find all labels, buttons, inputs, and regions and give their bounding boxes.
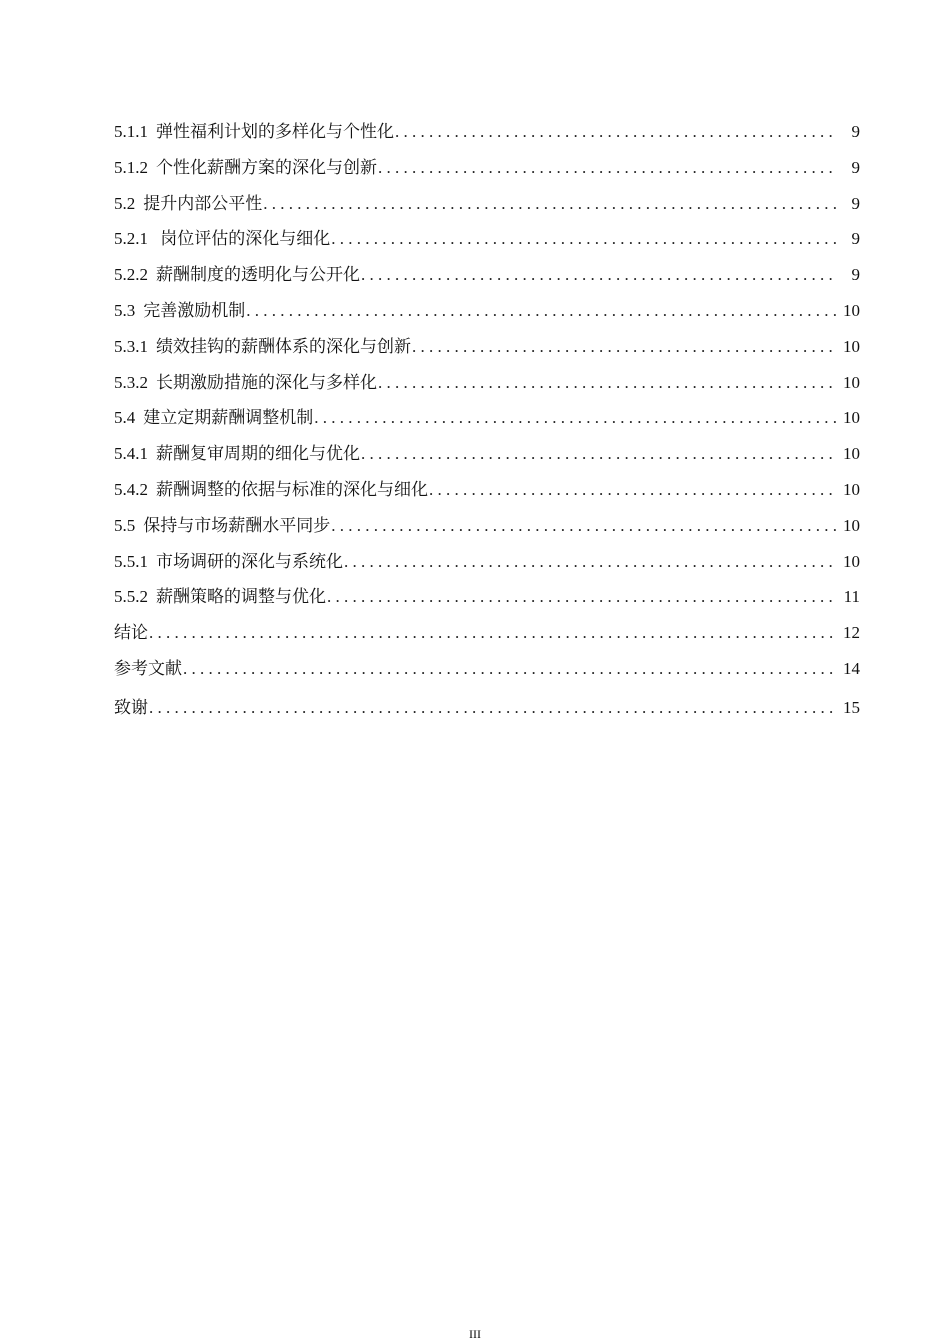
- toc-entry-title: 个性化薪酬方案的深化与创新: [156, 157, 377, 177]
- table-of-contents: [114, 114, 860, 726]
- toc-entry-page: 10: [843, 336, 860, 356]
- toc-entry[interactable]: [114, 186, 860, 222]
- toc-entry[interactable]: [114, 329, 860, 365]
- toc-entry-title: 薪酬复审周期的细化与优化: [156, 444, 360, 464]
- toc-entry[interactable]: [114, 221, 860, 257]
- toc-entry-title: 市场调研的深化与系统化: [156, 551, 343, 571]
- toc-dot-leader: [378, 150, 836, 186]
- toc-entry-title: 结论: [114, 623, 148, 643]
- toc-entry[interactable]: [114, 150, 860, 186]
- toc-entry-page: 9: [851, 193, 860, 213]
- toc-entry[interactable]: [114, 579, 860, 615]
- toc-entry-number: 5.5.1: [114, 551, 148, 571]
- toc-entry-page: 9: [851, 122, 860, 141]
- page-number-footer: III: [469, 1327, 481, 1341]
- toc-entry-references[interactable]: [114, 651, 860, 687]
- toc-entry-number: 5.3.2: [114, 372, 148, 392]
- toc-entry-number: 5.1.2: [114, 157, 148, 177]
- toc-entry-number: 5.2.1: [114, 229, 148, 249]
- toc-entry[interactable]: [114, 365, 860, 401]
- toc-entry-page: 15: [843, 697, 860, 717]
- toc-entry[interactable]: [114, 508, 860, 544]
- toc-entry[interactable]: [114, 472, 860, 508]
- toc-entry-title: 薪酬策略的调整与优化: [156, 587, 326, 607]
- toc-dot-leader: [327, 579, 836, 615]
- toc-entry[interactable]: [114, 400, 860, 436]
- toc-dot-leader: [149, 615, 836, 651]
- toc-entry-acknowledgements[interactable]: [114, 690, 860, 726]
- toc-dot-leader: [246, 293, 836, 329]
- toc-dot-leader: [395, 114, 836, 150]
- toc-entry-page: 10: [843, 515, 860, 535]
- toc-dot-leader: [361, 436, 836, 472]
- toc-entry-title: 绩效挂钩的薪酬体系的深化与创新: [156, 336, 411, 356]
- toc-entry-title: 薪酬制度的透明化与公开化: [156, 265, 360, 285]
- toc-entry-number: 5.1.1: [114, 122, 148, 141]
- toc-entry-title: 保持与市场薪酬水平同步: [143, 515, 331, 535]
- toc-entry-page: 9: [851, 157, 860, 177]
- toc-entry-title: 弹性福利计划的多样化与个性化: [156, 122, 394, 141]
- toc-entry-page: 10: [843, 444, 860, 464]
- toc-entry[interactable]: [114, 293, 860, 329]
- toc-dot-leader: [429, 472, 836, 508]
- toc-dot-leader: [149, 690, 836, 726]
- toc-entry[interactable]: [114, 436, 860, 472]
- toc-entry-title: 参考文献: [114, 658, 182, 678]
- toc-dot-leader: [314, 400, 836, 436]
- toc-entry-page: 10: [843, 300, 860, 320]
- toc-entry-number: 5.5.2: [114, 587, 148, 607]
- toc-dot-leader: [361, 257, 836, 293]
- toc-entry-conclusion[interactable]: [114, 615, 860, 651]
- toc-entry-title: 完善激励机制: [143, 300, 246, 320]
- toc-entry-number: 5.5: [114, 515, 136, 535]
- toc-dot-leader: [331, 221, 836, 257]
- toc-entry-number: 5.3: [114, 300, 136, 320]
- toc-entry-title: 致谢: [114, 697, 148, 717]
- toc-dot-leader: [263, 186, 836, 222]
- toc-dot-leader: [378, 365, 836, 401]
- toc-entry[interactable]: [114, 544, 860, 580]
- toc-dot-leader: [412, 329, 836, 365]
- toc-entry-page: 9: [851, 265, 860, 285]
- toc-dot-leader: [183, 651, 836, 687]
- toc-entry[interactable]: [114, 257, 860, 293]
- toc-entry-number: 5.4.1: [114, 444, 148, 464]
- toc-entry-page: 11: [843, 587, 860, 607]
- toc-entry-page: 10: [843, 479, 860, 499]
- toc-entry-title: 建立定期薪酬调整机制: [143, 408, 314, 428]
- toc-entry-page: 10: [843, 408, 860, 428]
- toc-entry-number: 5.3.1: [114, 336, 148, 356]
- toc-entry-page: 9: [851, 229, 860, 249]
- toc-dot-leader: [331, 508, 836, 544]
- toc-entry-title: 岗位评估的深化与细化: [156, 229, 331, 249]
- toc-entry-number: 5.2.2: [114, 265, 148, 285]
- toc-entry-title: 长期激励措施的深化与多样化: [156, 372, 377, 392]
- toc-entry-page: 10: [843, 551, 860, 571]
- toc-entry-number: 5.4.2: [114, 479, 148, 499]
- toc-entry-page: 12: [843, 623, 860, 643]
- toc-entry-number: 5.2: [114, 193, 136, 213]
- toc-entry[interactable]: [114, 114, 860, 150]
- toc-entry-title: 提升内部公平性: [143, 193, 263, 213]
- toc-entry-page: 14: [843, 658, 860, 678]
- toc-entry-page: 10: [843, 372, 860, 392]
- toc-dot-leader: [344, 544, 836, 580]
- toc-entry-title: 薪酬调整的依据与标准的深化与细化: [156, 479, 428, 499]
- toc-entry-number: 5.4: [114, 408, 136, 428]
